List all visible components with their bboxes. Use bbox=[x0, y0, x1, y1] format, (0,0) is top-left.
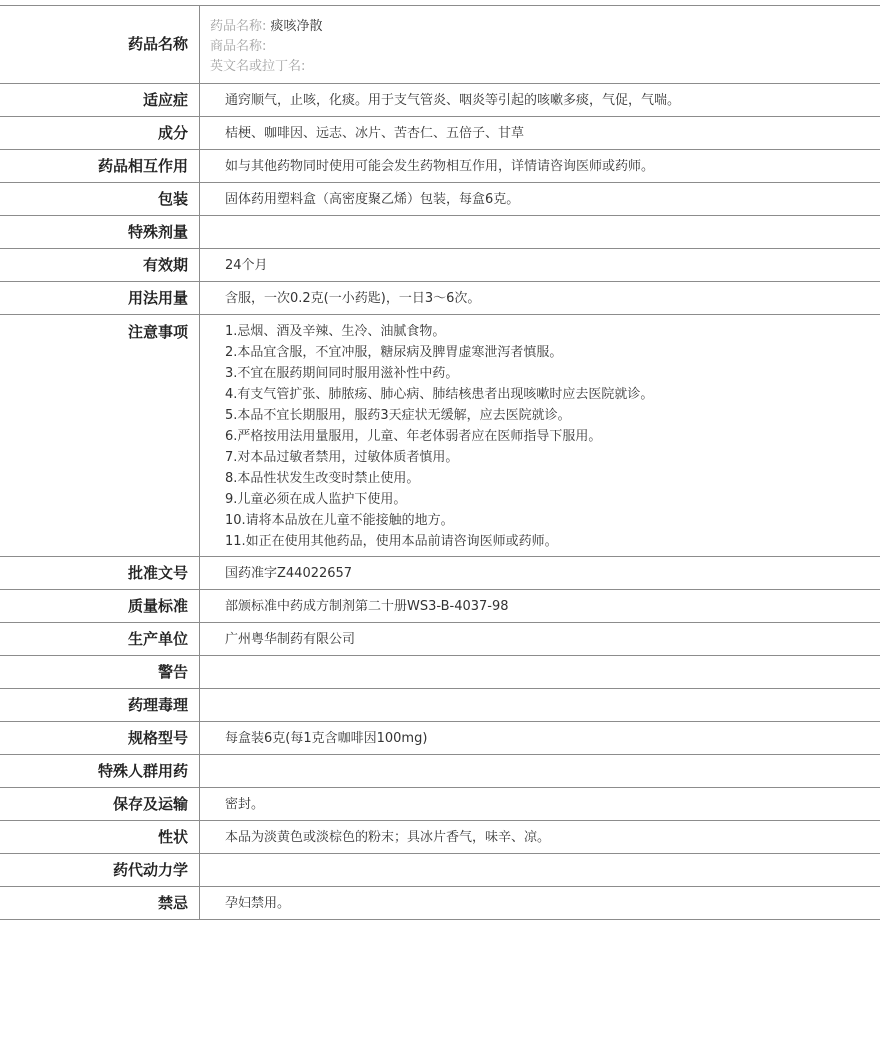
row-value: 含服，一次0.2克(一小药匙)，一日3～6次。 bbox=[225, 291, 481, 306]
row-special-dosage bbox=[0, 216, 880, 249]
row-label: 批准文号 bbox=[0, 557, 200, 589]
precaution-item: 5.本品不宜长期服用，服药3天症状无缓解，应去医院就诊。 bbox=[225, 408, 571, 423]
row-label: 包装 bbox=[0, 183, 200, 215]
row-value: 本品为淡黄色或淡棕色的粉末；具冰片香气，味辛、凉。 bbox=[225, 830, 551, 845]
row-value: 广州粤华制药有限公司 bbox=[225, 632, 356, 647]
row-label: 药理毒理 bbox=[0, 689, 200, 721]
row-label: 药品名称 bbox=[0, 6, 200, 83]
row-drug-name bbox=[0, 6, 880, 84]
drug-name-key: 药品名称: bbox=[210, 19, 267, 34]
drug-info-table bbox=[0, 5, 880, 920]
row-label: 成分 bbox=[0, 117, 200, 149]
row-value: 24个月 bbox=[225, 258, 268, 273]
row-interactions bbox=[0, 150, 880, 183]
row-specification bbox=[0, 722, 880, 755]
row-pharmacology bbox=[0, 689, 880, 722]
row-contraindications bbox=[0, 887, 880, 920]
trade-name-key: 商品名称: bbox=[210, 39, 267, 54]
row-value: 桔梗、咖啡因、远志、冰片、苦杏仁、五倍子、甘草 bbox=[225, 126, 525, 141]
row-label: 适应症 bbox=[0, 84, 200, 116]
row-quality-standard bbox=[0, 590, 880, 623]
row-value: 固体药用塑料盒（高密度聚乙烯）包装，每盒6克。 bbox=[225, 192, 520, 207]
row-label: 生产单位 bbox=[0, 623, 200, 655]
precautions-list bbox=[200, 315, 880, 556]
drug-name-line bbox=[210, 17, 870, 37]
row-label: 药品相互作用 bbox=[0, 150, 200, 182]
row-value bbox=[200, 755, 880, 787]
precaution-item: 11.如正在使用其他药品，使用本品前请咨询医师或药师。 bbox=[225, 534, 558, 549]
row-storage bbox=[0, 788, 880, 821]
row-value bbox=[200, 854, 880, 886]
row-usage bbox=[0, 282, 880, 315]
row-packaging bbox=[0, 183, 880, 216]
english-name-line bbox=[210, 57, 870, 77]
row-value bbox=[200, 689, 880, 721]
row-label: 警告 bbox=[0, 656, 200, 688]
precaution-item: 10.请将本品放在儿童不能接触的地方。 bbox=[225, 513, 454, 528]
row-label: 质量标准 bbox=[0, 590, 200, 622]
row-value bbox=[200, 656, 880, 688]
row-warning bbox=[0, 656, 880, 689]
row-manufacturer bbox=[0, 623, 880, 656]
precaution-item: 6.严格按用法用量服用，儿童、年老体弱者应在医师指导下服用。 bbox=[225, 429, 602, 444]
precaution-item: 7.对本品过敏者禁用，过敏体质者慎用。 bbox=[225, 450, 459, 465]
row-value: 每盒装6克(每1克含咖啡因100mg) bbox=[225, 731, 428, 746]
precaution-item: 4.有支气管扩张、肺脓疡、肺心病、肺结核患者出现咳嗽时应去医院就诊。 bbox=[225, 387, 654, 402]
row-shelf-life bbox=[0, 249, 880, 282]
row-label: 规格型号 bbox=[0, 722, 200, 754]
row-value bbox=[200, 216, 880, 248]
row-value: 密封。 bbox=[225, 797, 265, 812]
precaution-item: 3.不宜在服药期间同时服用滋补性中药。 bbox=[225, 366, 459, 381]
drug-names-block bbox=[200, 6, 880, 83]
row-label: 用法用量 bbox=[0, 282, 200, 314]
row-label: 有效期 bbox=[0, 249, 200, 281]
row-value: 部颁标准中药成方制剂第二十册WS3-B-4037-98 bbox=[225, 599, 509, 614]
row-precautions bbox=[0, 315, 880, 557]
row-label: 禁忌 bbox=[0, 887, 200, 919]
row-special-population bbox=[0, 755, 880, 788]
row-value: 如与其他药物同时使用可能会发生药物相互作用，详情请咨询医师或药师。 bbox=[225, 159, 655, 174]
precaution-item: 8.本品性状发生改变时禁止使用。 bbox=[225, 471, 420, 486]
row-value: 孕妇禁用。 bbox=[225, 896, 291, 911]
drug-name-value: 痰咳净散 bbox=[270, 19, 323, 34]
row-indications bbox=[0, 84, 880, 117]
row-appearance bbox=[0, 821, 880, 854]
row-value: 国药准字Z44022657 bbox=[225, 566, 353, 581]
precaution-item: 1.忌烟、酒及辛辣、生冷、油腻食物。 bbox=[225, 324, 446, 339]
row-label: 特殊人群用药 bbox=[0, 755, 200, 787]
row-label: 特殊剂量 bbox=[0, 216, 200, 248]
row-label: 性状 bbox=[0, 821, 200, 853]
precaution-item: 2.本品宜含服，不宜冲服，糖尿病及脾胃虚寒泄泻者慎服。 bbox=[225, 345, 563, 360]
row-label: 保存及运输 bbox=[0, 788, 200, 820]
trade-name-line bbox=[210, 37, 870, 57]
row-value: 通窍顺气，止咳，化痰。用于支气管炎、咽炎等引起的咳嗽多痰，气促，气喘。 bbox=[225, 93, 681, 108]
row-ingredients bbox=[0, 117, 880, 150]
row-label: 注意事项 bbox=[0, 315, 200, 556]
row-label: 药代动力学 bbox=[0, 854, 200, 886]
row-pharmacokinetics bbox=[0, 854, 880, 887]
row-approval-number bbox=[0, 557, 880, 590]
precaution-item: 9.儿童必须在成人监护下使用。 bbox=[225, 492, 407, 507]
english-name-key: 英文名或拉丁名: bbox=[210, 59, 306, 74]
